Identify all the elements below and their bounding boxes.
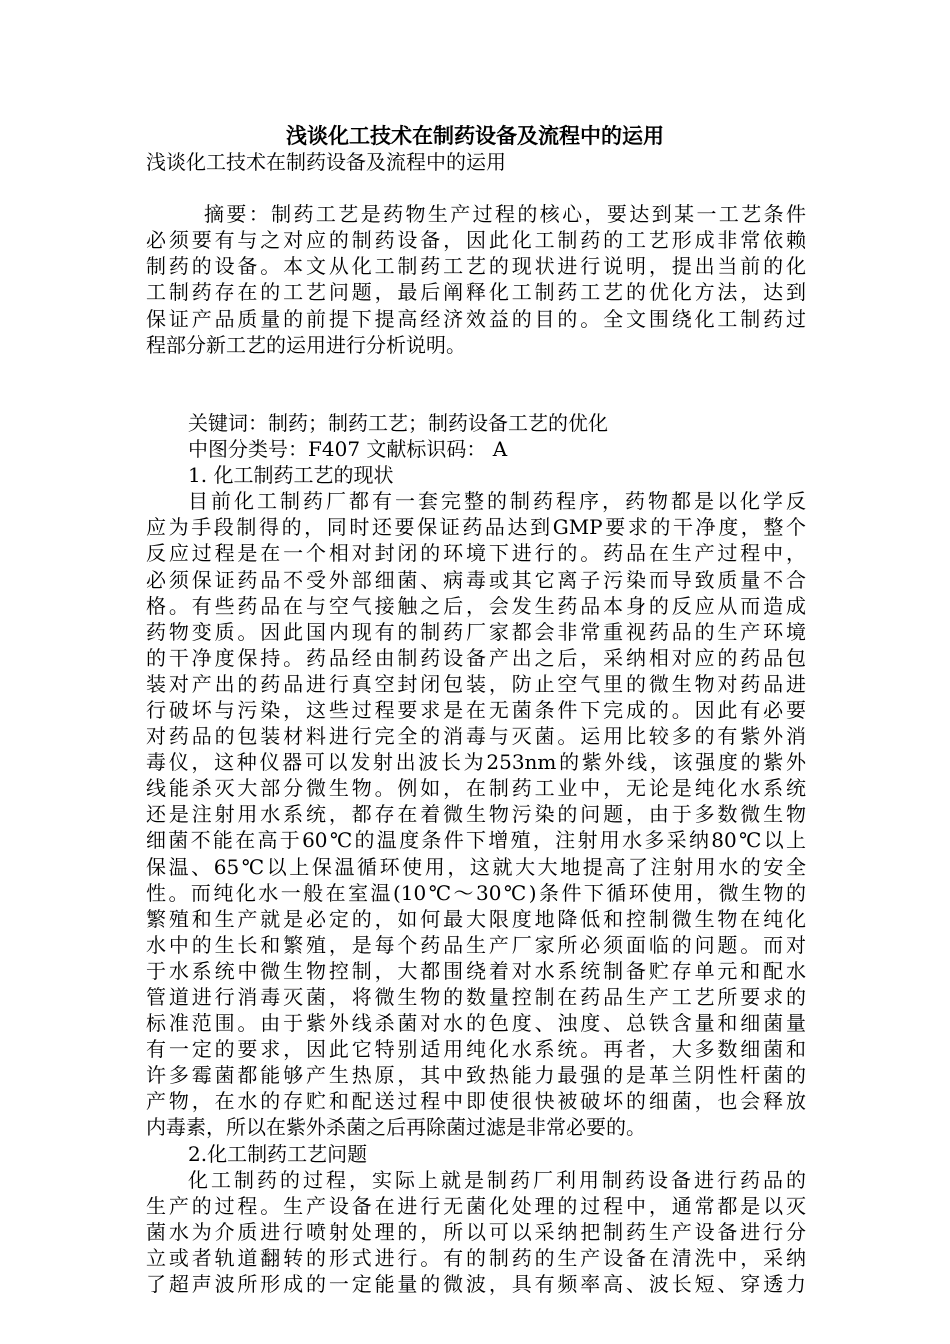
paragraph-line: 了超声波所形成的一定能量的微波，具有频率高、波长短、穿透力 <box>146 1272 806 1297</box>
paragraph-line: 标准范围。由于紫外线杀菌对水的色度、浊度、总铁含量和细菌量 <box>146 1011 806 1036</box>
document-body <box>146 149 806 1297</box>
paragraph-line: 对药品的包装材料进行完全的消毒与灭菌。运用比较多的有紫外消 <box>146 724 806 749</box>
abstract-line: 摘要：制药工艺是药物生产过程的核心，要达到某一工艺条件 <box>204 202 806 227</box>
paragraph-line: 药物变质。因此国内现有的制药厂家都会非常重视药品的生产环境 <box>146 619 806 644</box>
paragraph-line: 性。而纯化水一般在室温(10℃～30℃)条件下循环使用，微生物的 <box>146 880 806 905</box>
abstract-paragraph <box>146 201 806 358</box>
paragraph-line: 行破坏与污染，这些过程要求是在无菌条件下完成的。因此有必要 <box>146 697 806 722</box>
paragraph-line: 装对产出的药品进行真空封闭包装，防止空气里的微生物对药品进 <box>146 671 806 696</box>
paragraph-line: 目前化工制药厂都有一套完整的制药程序，药物都是以化学反 <box>188 489 806 514</box>
paragraph-line: 还是注射用水系统，都存在着微生物污染的问题，由于多数微生物 <box>146 802 806 827</box>
document-title: 浅谈化工技术在制药设备及流程中的运用 <box>286 124 664 148</box>
paragraph-line: 于水系统中微生物控制，大都围绕着对水系统制备贮存单元和配水 <box>146 958 806 983</box>
abstract-line: 程部分新工艺的运用进行分析说明。 <box>146 332 466 357</box>
paragraph-line: 管道进行消毒灭菌，将微生物的数量控制在药品生产工艺所要求的 <box>146 985 806 1009</box>
paragraph-line: 许多霉菌都能够产生热原，其中致热能力最强的是革兰阴性杆菌的 <box>146 1063 806 1088</box>
paragraph-line: 立或者轨道翻转的形式进行。有的制药的生产设备在清洗中，采纳 <box>146 1245 806 1270</box>
abstract-line: 必须要有与之对应的制药设备，因此化工制药的工艺形成非常依赖 <box>146 228 806 253</box>
paragraph-line: 细菌不能在高于60℃的温度条件下增殖，注射用水多采纳80℃以上 <box>146 828 806 853</box>
section-1-paragraph <box>146 488 806 1140</box>
section-2-heading: 2.化工制药工艺问题 <box>188 1141 368 1166</box>
blank-line <box>146 384 806 410</box>
keywords-line: 关键词：制药；制药工艺；制药设备工艺的优化 <box>188 410 608 435</box>
abstract-line: 保证产品质量的前提下提高经济效益的目的。全文围绕化工制药过 <box>146 306 806 331</box>
classification-line: 中图分类号：F407 文献标识码： A <box>188 437 508 462</box>
paragraph-line: 有一定的要求，因此它特别适用纯化水系统。再者，大多数细菌和 <box>146 1037 806 1062</box>
blank-line <box>146 358 806 384</box>
section-2-paragraph <box>146 1167 806 1297</box>
paragraph-line: 线能杀灭大部分微生物。例如，在制药工业中，无论是纯化水系统 <box>146 776 806 801</box>
blank-line <box>146 175 806 201</box>
section-1-heading: 1. 化工制药工艺的现状 <box>188 463 394 488</box>
paragraph-line: 的干净度保持。药品经由制药设备产出之后，采纳相对应的药品包 <box>146 645 806 670</box>
paragraph-line: 产物，在水的存贮和配送过程中即使很快被破坏的细菌，也会释放 <box>146 1089 806 1114</box>
paragraph-line: 毒仪，这种仪器可以发射出波长为253nm的紫外线，该强度的紫外 <box>146 750 806 775</box>
paragraph-line: 反应过程是在一个相对封闭的环境下进行的。药品在生产过程中， <box>146 541 806 566</box>
abstract-line: 工制药存在的工艺问题，最后阐释化工制药工艺的优化方法，达到 <box>146 280 806 305</box>
paragraph-line: 繁殖和生产就是必定的，如何最大限度地降低和控制微生物在纯化 <box>146 906 806 931</box>
paragraph-line: 保温、65℃以上保温循环使用，这就大大地提高了注射用水的安全 <box>146 854 806 879</box>
document-subtitle: 浅谈化工技术在制药设备及流程中的运用 <box>146 150 506 174</box>
paragraph-line: 菌水为介质进行喷射处理的，所以可以采纳把制药生产设备进行分 <box>146 1219 806 1244</box>
paragraph-line: 格。有些药品在与空气接触之后，会发生药品本身的反应从而造成 <box>146 593 806 618</box>
abstract-line: 制药的设备。本文从化工制药工艺的现状进行说明，提出当前的化 <box>146 254 806 279</box>
paragraph-line: 必须保证药品不受外部细菌、病毒或其它离子污染而导致质量不合 <box>146 567 806 592</box>
paragraph-line: 化工制药的过程，实际上就是制药厂利用制药设备进行药品的 <box>188 1167 806 1192</box>
paragraph-line: 生产的过程。生产设备在进行无菌化处理的过程中，通常都是以灭 <box>146 1193 806 1218</box>
paragraph-line: 内毒素，所以在紫外杀菌之后再除菌过滤是非常必要的。 <box>146 1115 646 1140</box>
paragraph-line: 水中的生长和繁殖，是每个药品生产厂家所必须面临的问题。而对 <box>146 932 806 957</box>
paragraph-line: 应为手段制得的，同时还要保证药品达到GMP要求的干净度，整个 <box>146 515 806 540</box>
